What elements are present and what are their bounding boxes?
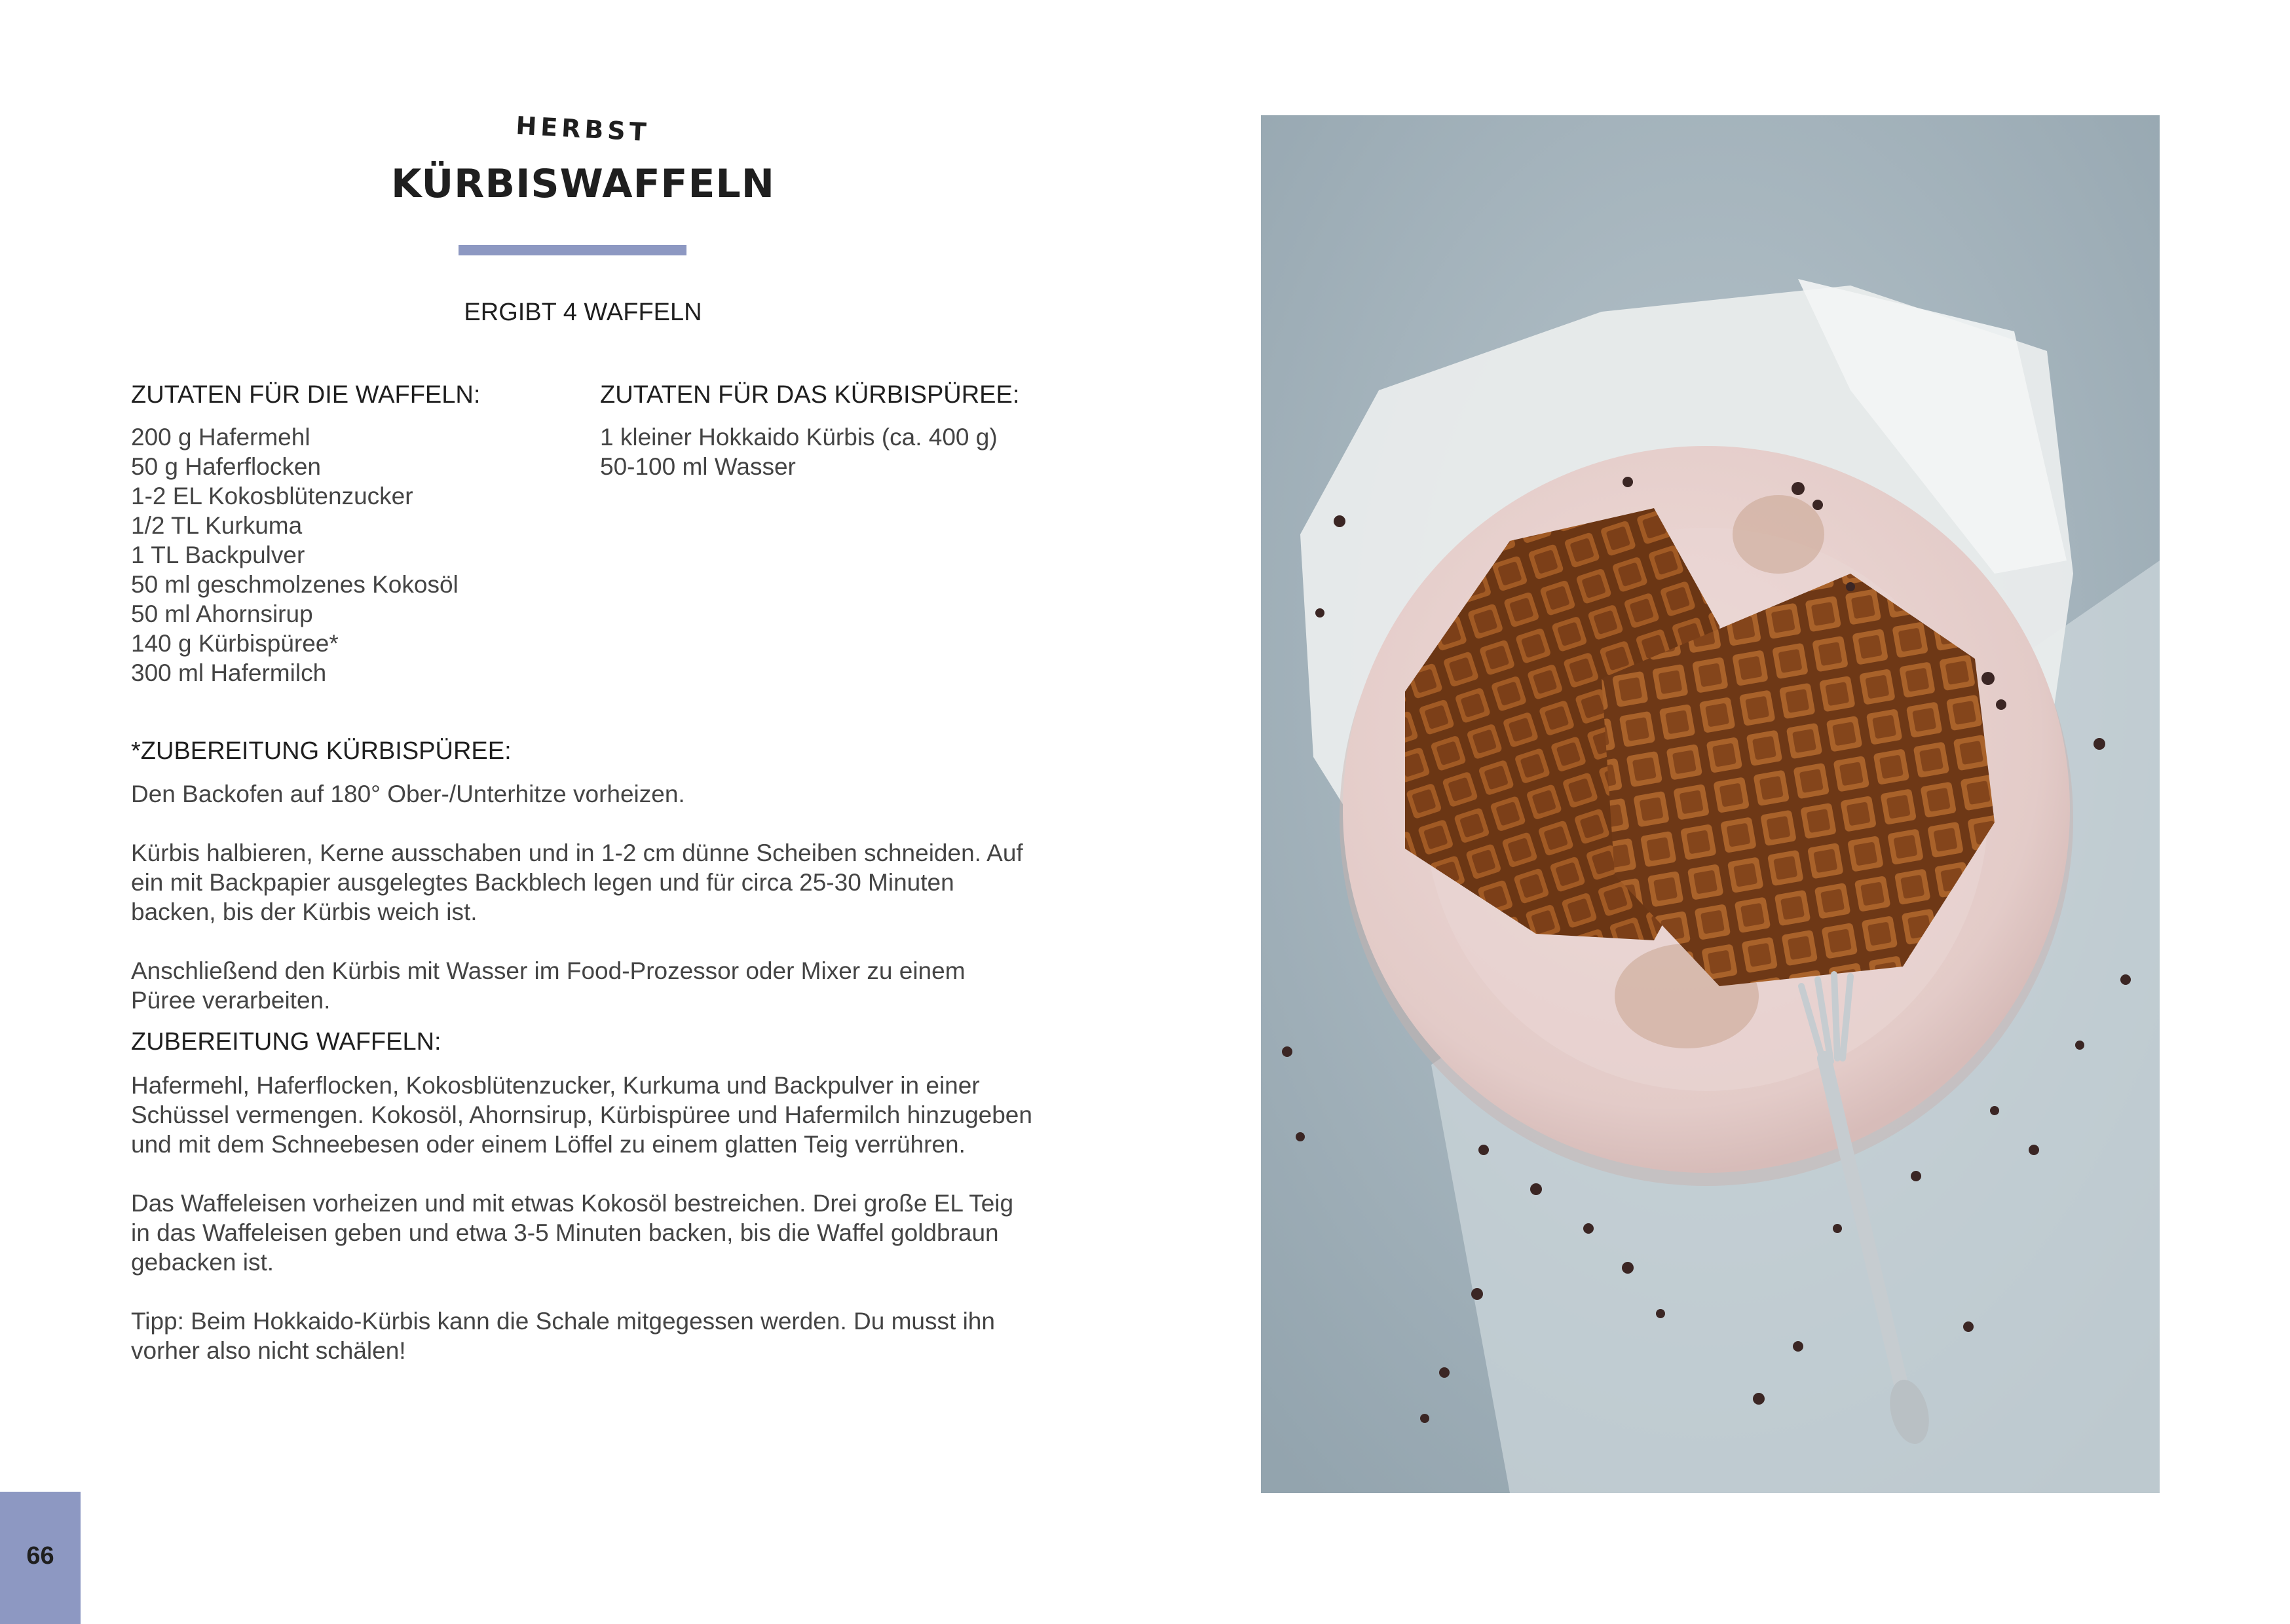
page-number: 66 [26, 1542, 54, 1570]
paragraph: Hafermehl, Haferflocken, Kokosblütenzucker, Kurkuma und Backpulver in einer Schüssel vermengen. Kokosöl, Ahornsirup, Kürbispüree und Hafermilch hinzugeben und mit dem Schneebesen oder einem Löffel zu einem glatten Teig verrühren. [131, 1072, 1032, 1158]
list-item: 50 g Haferflocken [131, 453, 322, 480]
season-label: HERBST [515, 111, 651, 147]
paragraph: Tipp: Beim Hokkaido-Kürbis kann die Schale mitgegessen werden. Du musst ihn vorher also nicht schälen! [131, 1308, 995, 1364]
waffle-ingredients-list [131, 422, 459, 688]
puree-preparation-heading: *ZUBEREITUNG KÜRBISPÜREE: [131, 737, 512, 765]
list-item: 50-100 ml Wasser [600, 453, 796, 480]
list-item: 50 ml Ahornsirup [131, 600, 313, 627]
list-item: 1 kleiner Hokkaido Kürbis (ca. 400 g) [600, 424, 998, 451]
list-item: 1-2 EL Kokosblütenzucker [131, 483, 413, 509]
waffle-plate-photo [1261, 115, 2160, 1493]
list-item: 1/2 TL Kurkuma [131, 512, 303, 539]
recipe-yield: ERGIBT 4 WAFFELN [464, 299, 702, 326]
waffle-preparation-heading: ZUBEREITUNG WAFFELN: [131, 1028, 441, 1056]
list-item: 140 g Kürbispüree* [131, 630, 339, 657]
list-item: 300 ml Hafermilch [131, 659, 327, 686]
puree-ingredients-list [600, 422, 998, 481]
list-item: 1 TL Backpulver [131, 542, 305, 568]
paragraph: Kürbis halbieren, Kerne ausschaben und in 1-2 cm dünne Scheiben schneiden. Auf ein mit Backpapier ausgelegtes Backblech legen und für circa 25-30 Minuten backen, bis der Kürbis weich ist. [131, 840, 1023, 925]
paragraph: Anschließend den Kürbis mit Wasser im Food-Prozessor oder Mixer zu einem Püree verarbeiten. [131, 957, 966, 1014]
puree-ingredients-heading: ZUTATEN FÜR DAS KÜRBISPÜREE: [600, 381, 1020, 409]
paragraph: Den Backofen auf 180° Ober-/Unterhitze vorheizen. [131, 781, 685, 807]
paragraph: Das Waffeleisen vorheizen und mit etwas Kokosöl bestreichen. Drei große EL Teig in das Waffeleisen geben und etwa 3-5 Minuten backen, bis die Waffel goldbraun gebacken ist. [131, 1190, 1014, 1276]
waffle-ingredients-heading: ZUTATEN FÜR DIE WAFFELN: [131, 381, 481, 409]
page-title: KÜRBISWAFFELN [391, 161, 775, 207]
list-item: 50 ml geschmolzenes Kokosöl [131, 571, 459, 598]
title-underline [459, 245, 686, 255]
list-item: 200 g Hafermehl [131, 424, 310, 451]
